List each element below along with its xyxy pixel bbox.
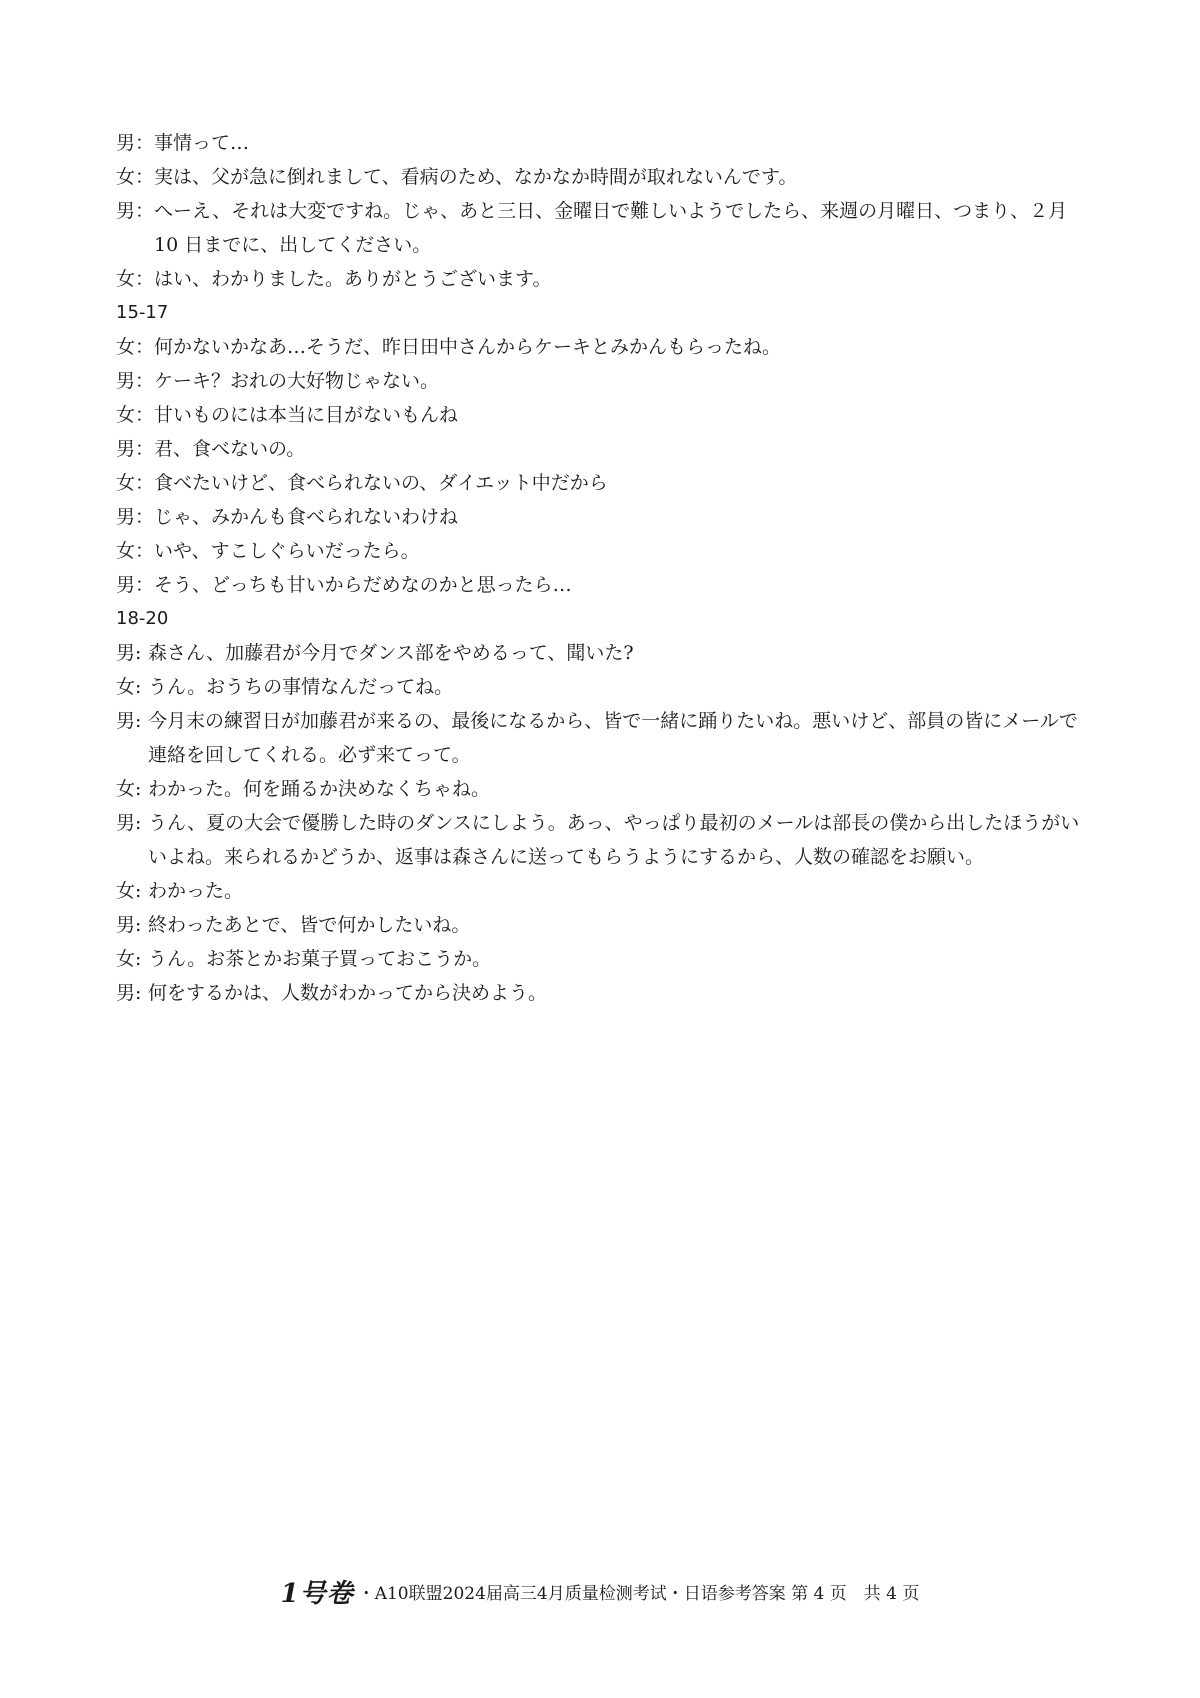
line-text: 事情って…: [154, 132, 250, 154]
line-text: じゃ、みかんも食べられないわけね: [154, 506, 459, 528]
speaker-label: 女：: [116, 166, 155, 188]
dialog-line: [116, 806, 1096, 874]
line-text: 君、食べないの。: [154, 438, 306, 460]
line-text: いや、すこしぐらいだったら。: [154, 540, 420, 562]
dialog-18-20: [116, 636, 1096, 1010]
speaker-label: 女：: [116, 268, 155, 290]
dialog-line: [116, 126, 1096, 160]
dialog-line: [116, 262, 1096, 296]
speaker-label: 男：: [116, 574, 155, 596]
dialog-line: [116, 568, 1096, 602]
dialog-line: [116, 160, 1096, 194]
dialog-line: [116, 976, 1096, 1010]
brand-logo: 1号卷: [280, 1579, 354, 1609]
line-text: 何をするかは、人数がわかってから決めよう。: [148, 982, 548, 1004]
dialog-line: [116, 194, 1096, 262]
line-text: 実は、父が急に倒れまして、看病のため、なかなか時間が取れないんです。: [154, 166, 798, 188]
dialog-line: [116, 908, 1096, 942]
speaker-label: 男：: [116, 200, 155, 222]
line-text: へーえ、それは大変ですね。じゃ、あと三日、金曜日で難しいようでしたら、来週の月曜日、つまり、２月 10 日までに、出してください。: [154, 200, 1068, 256]
speaker-label: 女：: [116, 404, 155, 426]
speaker-label: 女:: [116, 778, 142, 800]
speaker-label: 女：: [116, 336, 155, 358]
dialog-line: [116, 874, 1096, 908]
line-text: ケーキ？おれの大好物じゃない。: [154, 370, 440, 392]
speaker-label: 男：: [116, 132, 155, 154]
line-text: 終わったあとで、皆で何かしたいね。: [148, 914, 471, 936]
speaker-label: 男:: [116, 812, 142, 834]
section-label-15-17: 15-17: [116, 302, 169, 323]
line-text: わかった。何を踊るか決めなくちゃね。: [148, 778, 491, 800]
page-footer: [0, 1579, 1200, 1609]
speaker-label: 女：: [116, 472, 155, 494]
dialog-a: [116, 126, 1096, 296]
line-text: うん。おうちの事情なんだってね。: [148, 676, 454, 698]
line-text: 甘いものには本当に目がないもんね: [154, 404, 459, 426]
line-text: そう、どっちも甘いからだめなのかと思ったら…: [154, 574, 572, 596]
line-text: わかった。: [148, 880, 244, 902]
dialog-line: [116, 704, 1096, 772]
speaker-label: 男:: [116, 710, 142, 732]
speaker-label: 男：: [116, 370, 155, 392]
line-text: 森さん、加藤君が今月でダンス部をやめるって、聞いた?: [148, 642, 634, 664]
speaker-label: 男:: [116, 914, 142, 936]
line-text: うん。お茶とかお菓子買っておこうか。: [148, 948, 492, 970]
dialog-line: [116, 398, 1096, 432]
line-text: はい、わかりました。ありがとうございます。: [154, 268, 552, 290]
listening-transcript: [116, 126, 1096, 1010]
speaker-label: 女:: [116, 948, 142, 970]
speaker-label: 男：: [116, 506, 155, 528]
dialog-line: [116, 466, 1096, 500]
dialog-line: [116, 772, 1096, 806]
dialog-line: [116, 636, 1096, 670]
dialog-line: [116, 500, 1096, 534]
line-text: 今月末の練習日が加藤君が来るの、最後になるから、皆で一緒に踊りたいね。悪いけど、部員の皆にメールで連絡を回してくれる。必ず来てって。: [148, 710, 1078, 766]
section-label-18-20: 18-20: [116, 608, 169, 629]
line-text: 食べたいけど、食べられないの、ダイエット中だから: [154, 472, 608, 494]
line-text: 何かないかなあ…そうだ、昨日田中さんからケーキとみかんもらったね。: [154, 336, 782, 358]
speaker-label: 女:: [116, 880, 142, 902]
speaker-label: 女：: [116, 540, 155, 562]
speaker-label: 男:: [116, 642, 142, 664]
dialog-line: [116, 942, 1096, 976]
speaker-label: 男:: [116, 982, 142, 1004]
footer-text: ・A10联盟2024届高三4月质量检测考试・日语参考答案 第 4 页 共 4 页: [357, 1584, 920, 1604]
line-text: うん、夏の大会で優勝した時のダンスにしよう。あっ、やっぱり最初のメールは部長の僕から出したほうがいいよね。来られるかどうか、返事は森さんに送ってもらうようにするから、人数の確認をお願い。: [148, 812, 1080, 868]
dialog-line: [116, 432, 1096, 466]
speaker-label: 女:: [116, 676, 142, 698]
dialog-line: [116, 534, 1096, 568]
speaker-label: 男：: [116, 438, 155, 460]
dialog-15-17: [116, 330, 1096, 602]
dialog-line: [116, 364, 1096, 398]
dialog-line: [116, 670, 1096, 704]
dialog-line: [116, 330, 1096, 364]
